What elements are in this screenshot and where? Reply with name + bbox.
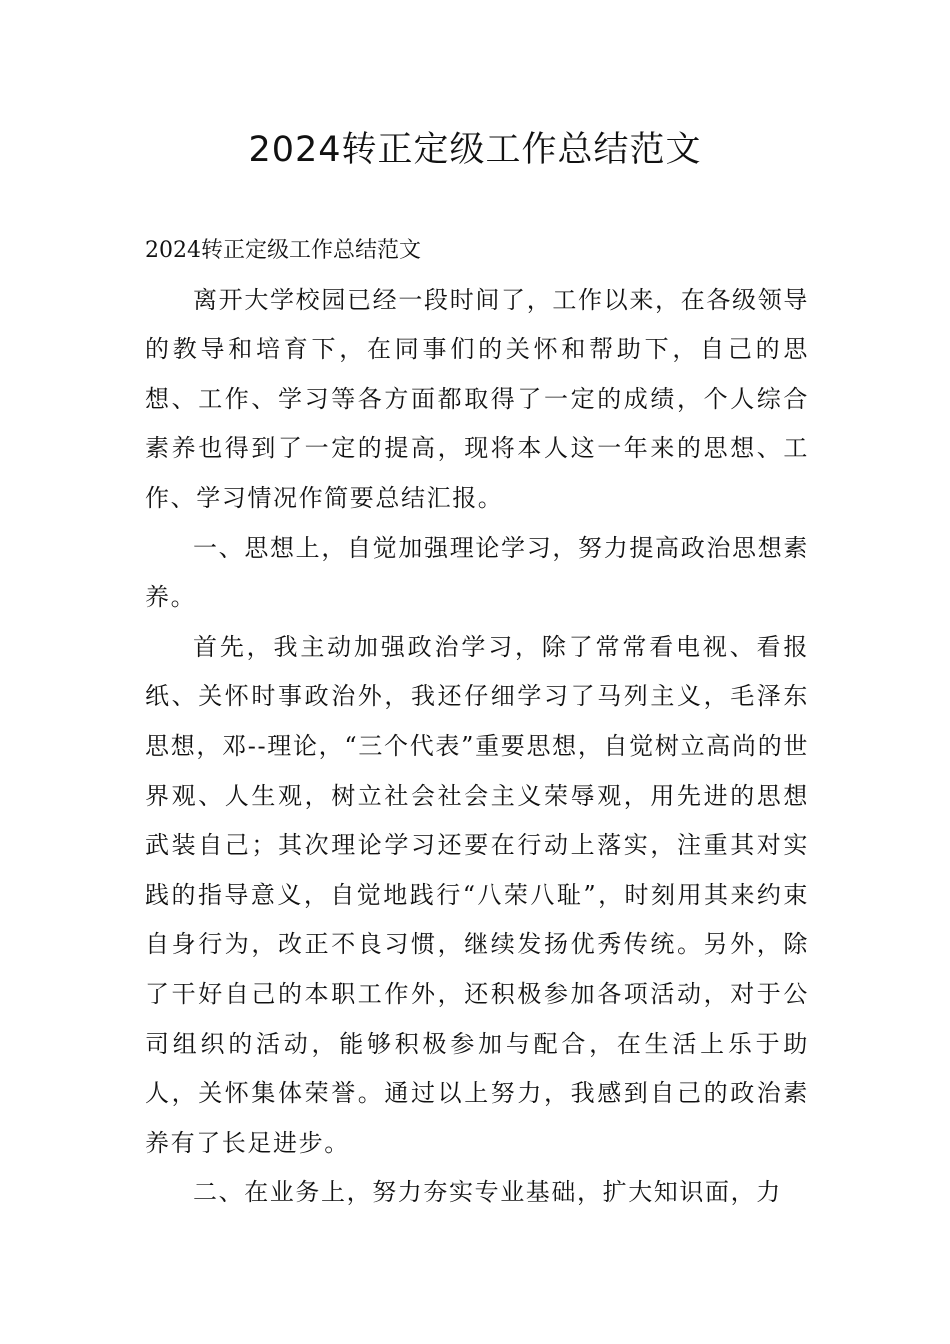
document-title: 2024转正定级工作总结范文 [248, 130, 702, 170]
paragraph-section-heading-2: 二、在业务上，努力夯实专业基础，扩大知识面，力 [193, 1178, 782, 1207]
paragraph-section-heading-1: 一、思想上，自觉加强理论学习，努力提高政治思想素养。 [145, 533, 809, 612]
paragraph-political-study: 首先，我主动加强政治学习，除了常常看电视、看报纸、关怀时事政治外，我还仔细学习了马列主义，毛泽东思想，邓--理论，“三个代表”重要思想，自觉树立高尚的世界观、人生观，树立社会社会主义荣辱观，用先进的思想武装自己；其次理论学习还要在行动上落实，注重其对实践的指导意义，自觉地践行“八荣八耻”，时刻用其来约束自身行为，改正不良习惯，继续发扬优秀传统。另外，除了干好自己的本职工作外，还积极参加各项活动，对于公司组织的活动，能够积极参加与配合，在生活上乐于助人，关怀集体荣誉。通过以上努力，我感到自己的政治素养有了长足进步。 [145, 632, 809, 1157]
paragraph-intro: 离开大学校园已经一段时间了，工作以来，在各级领导的教导和培育下，在同事们的关怀和帮助下，自己的思想、工作、学习等各方面都取得了一定的成绩，个人综合素养也得到了一定的提高，现将本人这一年来的思想、工作、学习情况作简要总结汇报。 [145, 285, 809, 512]
document-body [145, 226, 809, 1218]
document-subtitle: 2024转正定级工作总结范文 [145, 238, 421, 263]
